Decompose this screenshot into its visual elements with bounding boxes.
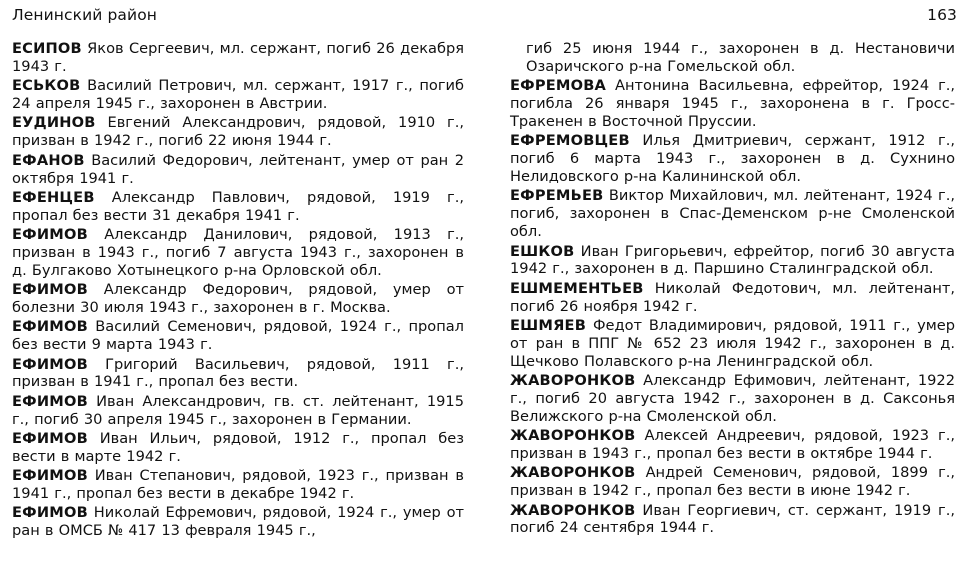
page-header	[12, 6, 957, 28]
memorial-entry	[12, 114, 464, 150]
entry-text: Григорий Васильевич, рядовой, 1911 г., призван в 1941 г., пропал без вести.	[12, 355, 464, 391]
entry-surname: ЕФЕНЦЕВ	[12, 188, 95, 206]
district-title: Ленинский район	[12, 6, 158, 24]
entry-text: Василий Семенович, рядовой, 1924 г., пропал без вести 9 марта 1943 г.	[12, 318, 465, 354]
entry-surname: ЕФИМОВ	[12, 504, 88, 522]
right-column	[510, 40, 955, 539]
entry-surname: ЕШКОВ	[510, 242, 575, 260]
memorial-entry	[510, 372, 955, 426]
entry-surname: ЖАВОРОНКОВ	[510, 427, 636, 445]
entry-surname: ЕФИМОВ	[12, 281, 88, 299]
memorial-entry	[12, 77, 464, 113]
entry-surname: ЖАВОРОНКОВ	[510, 372, 636, 390]
entry-text: Николай Ефремович, рядовой, 1924 г., умер от ран в ОМСБ № 417 13 февраля 1945 г.,	[12, 504, 464, 540]
memorial-entry	[510, 77, 955, 131]
entry-text: Александр Ефимович, лейтенант, 1922 г., погиб 20 августа 1942 г., захоронен в д. Саксонья Велижского р-на Смоленской обл.	[510, 372, 956, 425]
page-number: 163	[927, 6, 957, 24]
entry-text: Иван Александрович, гв. ст. лейтенант, 1915 г., погиб 30 апреля 1945 г., захоронен в Германии.	[12, 392, 464, 428]
entry-surname: ЕФИМОВ	[12, 318, 88, 336]
entry-surname: ЕФАНОВ	[12, 151, 85, 169]
entry-surname: ЕСИПОВ	[12, 40, 82, 57]
entry-surname: ЕФРЕМОВА	[510, 77, 607, 95]
memorial-entry	[510, 187, 955, 241]
memorial-entry	[12, 393, 464, 429]
entry-surname: ЕУДИНОВ	[12, 114, 96, 132]
memorial-entry	[12, 152, 464, 188]
memorial-entry	[510, 427, 955, 463]
memorial-entry	[12, 430, 464, 466]
memorial-entry	[12, 281, 464, 317]
entry-text: Алексей Андреевич, рядовой, 1923 г., призван в 1943 г., пропал без вести в октябре 1944 г.	[510, 427, 955, 463]
entry-text: Николай Федотович, мл. лейтенант, погиб 26 ноября 1942 г.	[510, 279, 956, 315]
entry-surname: ЖАВОРОНКОВ	[510, 464, 636, 482]
entry-surname: ЕФРЕМОВЦЕВ	[510, 132, 630, 150]
entry-text: Антонина Васильевна, ефрейтор, 1924 г., погибла 26 января 1945 г., захоронена в г. Гросс-Тракенен в Восточной Пруссии.	[510, 77, 956, 131]
entry-text: Яков Сергеевич, мл. сержант, погиб 26 декабря 1943 г.	[12, 40, 465, 75]
entry-text: Илья Дмитриевич, сержант, 1912 г., погиб 6 марта 1943 г., захоронен в д. Сухнино Нелидовского р-на Калининской обл.	[510, 132, 956, 186]
entry-text: Иван Степанович, рядовой, 1923 г., призван в 1941 г., пропал без вести в декабре 1942 г.	[12, 467, 464, 503]
entry-surname: ЖАВОРОНКОВ	[510, 501, 636, 519]
entry-surname: ЕСЬКОВ	[12, 77, 81, 95]
memorial-entry	[12, 318, 464, 354]
entry-surname: ЕШМЕМЕНТЬЕВ	[510, 279, 644, 297]
entry-text: Василий Петрович, мл. сержант, 1917 г., погиб 24 апреля 1945 г., захоронен в Австрии.	[12, 77, 465, 113]
entry-surname: ЕФИМОВ	[12, 392, 88, 410]
left-column	[12, 40, 464, 542]
entry-text: Иван Григорьевич, ефрейтор, погиб 30 августа 1942 г., захоронен в д. Паршино Сталинградской обл.	[510, 242, 956, 278]
memorial-entry	[510, 317, 955, 371]
entry-text: Василий Федорович, лейтенант, умер от ран 2 октября 1941 г.	[12, 151, 465, 187]
entry-text: Александр Федорович, рядовой, умер от болезни 30 июля 1943 г., захоронен в г. Москва.	[12, 281, 464, 317]
memorial-entry	[12, 226, 464, 280]
memorial-entry	[510, 280, 955, 316]
entry-surname: ЕШМЯЕВ	[510, 316, 587, 334]
entry-text: Евгений Александрович, рядовой, 1910 г., призван в 1942 г., погиб 22 июня 1944 г.	[12, 114, 465, 150]
entry-text: Иван Ильич, рядовой, 1912 г., пропал без вести в марте 1942 г.	[12, 429, 465, 465]
memorial-entry	[510, 502, 955, 538]
entry-surname: ЕФИМОВ	[12, 355, 88, 373]
entry-text: Александр Данилович, рядовой, 1913 г., призван в 1943 г., погиб 7 августа 1943 г., захоронен в д. Булгаково Хотынецкого р-на Орловской обл.	[12, 226, 465, 279]
memorial-entry	[510, 132, 955, 186]
memorial-entry	[12, 40, 464, 76]
entry-text: Виктор Михайлович, мл. лейтенант, 1924 г., погиб, захоронен в Спас-Деменском р-не Смоленской обл.	[510, 187, 955, 241]
entry-text: Андрей Семенович, рядовой, 1899 г., призван в 1942 г., пропал без вести в июне 1942 г.	[510, 464, 956, 500]
entry-text: Александр Павлович, рядовой, 1919 г., пропал без вести 31 декабря 1941 г.	[12, 188, 464, 224]
memorial-entry	[12, 189, 464, 225]
memorial-entry	[510, 464, 955, 500]
memorial-entry	[12, 467, 464, 503]
entry-surname: ЕФИМОВ	[12, 429, 88, 447]
entry-text: Федот Владимирович, рядовой, 1911 г., умер от ран в ППГ № 652 23 июля 1942 г., захоронен в д. Щечково Полавского р-на Ленинградской обл.	[510, 316, 955, 370]
memorial-entry	[12, 356, 464, 392]
entry-surname: ЕФРЕМЬЕВ	[510, 187, 604, 205]
memorial-entry	[12, 504, 464, 540]
entry-text: Иван Георгиевич, ст. сержант, 1919 г., погиб 24 сентября 1944 г.	[510, 501, 955, 537]
entry-text: гиб 25 июня 1944 г., захоронен в д. Нестановичи Озаричского р-на Гомельской обл.	[526, 40, 955, 75]
entry-surname: ЕФИМОВ	[12, 226, 88, 244]
memorial-entry	[510, 40, 955, 76]
memorial-entry	[510, 243, 955, 279]
entry-surname: ЕФИМОВ	[12, 467, 88, 485]
